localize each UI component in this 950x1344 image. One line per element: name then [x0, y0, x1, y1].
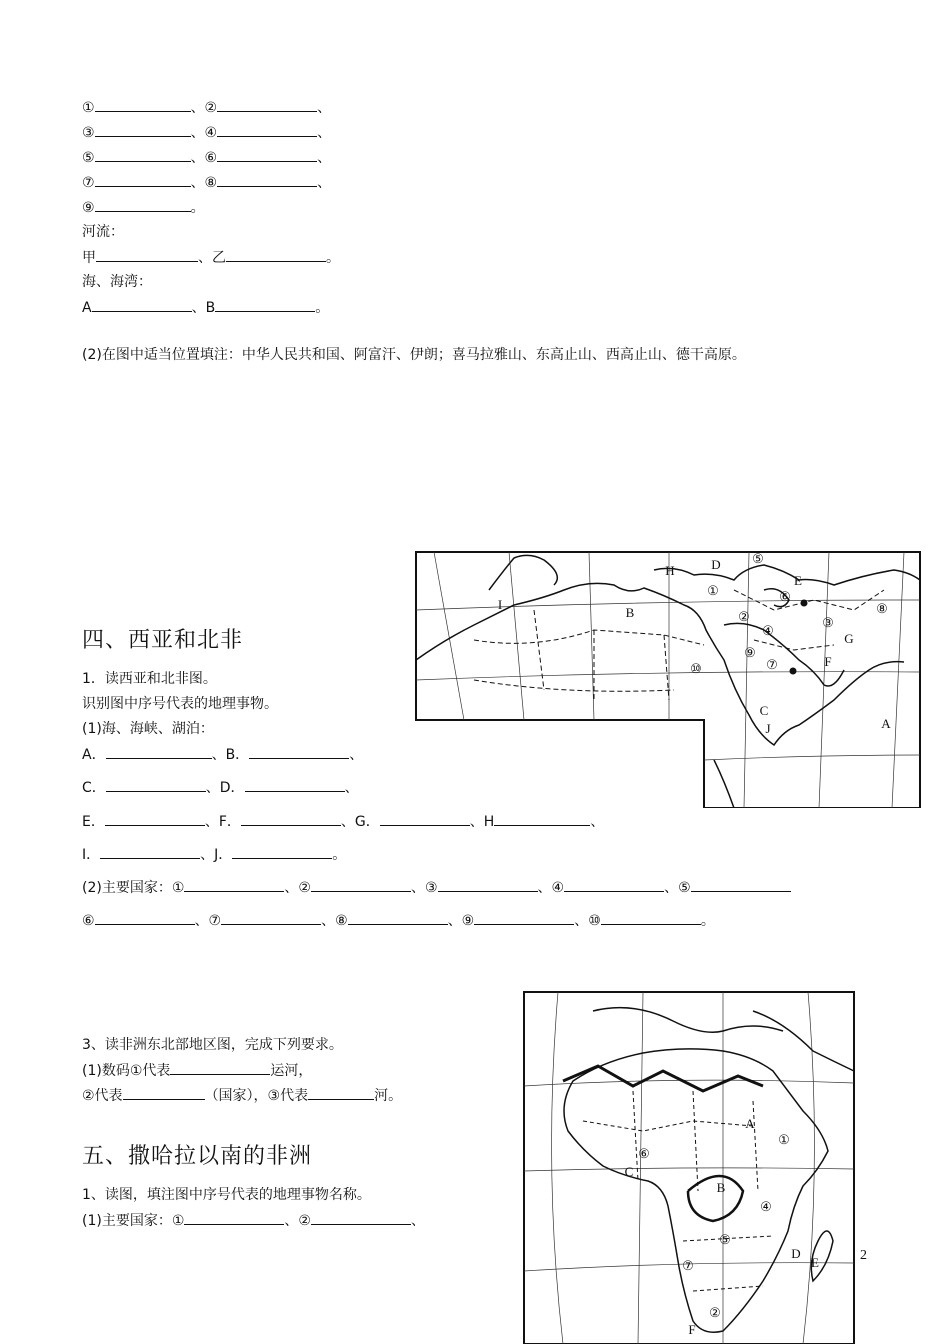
africa-label-C: C — [624, 1163, 634, 1179]
africa-label-6: ⑥ — [638, 1145, 650, 1161]
answer-row-4: ⑦ 、⑧ 、 — [82, 172, 331, 193]
map-label-J: J — [765, 720, 771, 736]
blank-s4-a[interactable] — [106, 744, 212, 759]
blank-s5-country-1[interactable] — [184, 1210, 284, 1225]
blank-8[interactable] — [217, 172, 317, 187]
map-label-7: ⑦ — [766, 656, 778, 672]
blank-5[interactable] — [95, 147, 191, 162]
q3-line-1: 3、读非洲东北部地区图，完成下列要求。 — [82, 1037, 343, 1053]
blank-s4-f[interactable] — [241, 811, 341, 826]
section-5-part1: (1)主要国家：① 、② 、 — [82, 1210, 425, 1231]
section-4-part1: (1)海、海峡、湖泊： — [82, 721, 214, 737]
blank-river[interactable] — [308, 1085, 374, 1100]
section-4-q1: 1．读西亚和北非图。 — [82, 671, 217, 687]
africa-label-1: ① — [778, 1131, 790, 1147]
africa-map — [523, 991, 855, 1344]
blank-country-4[interactable] — [564, 877, 664, 892]
map-label-3: ③ — [822, 614, 834, 630]
label-2: 、② — [190, 100, 218, 116]
map-label-I: I — [497, 596, 503, 612]
map-label-10: ⑩ — [690, 660, 702, 676]
section-4-row-i: I． 、J． 。 — [82, 844, 346, 865]
map-label-6: ⑥ — [779, 588, 791, 604]
blank-canal[interactable] — [170, 1060, 270, 1075]
blank-country-2[interactable] — [311, 877, 411, 892]
africa-label-F: F — [688, 1321, 696, 1337]
blank-s4-b[interactable] — [249, 744, 349, 759]
section-4-q1-sub: 识别图中序号代表的地理事物。 — [82, 696, 278, 712]
blank-s4-i[interactable] — [100, 844, 200, 859]
seas-label: 海、海湾： — [82, 274, 152, 290]
africa-label-A: A — [745, 1115, 755, 1131]
answer-row-3: ⑤ 、⑥ 、 — [82, 147, 331, 168]
blank-country[interactable] — [123, 1085, 205, 1100]
africa-label-E: E — [811, 1254, 819, 1270]
map-label-E: E — [794, 572, 802, 588]
section-5-title: 五、撒哈拉以南的非洲 — [82, 1144, 313, 1169]
map-label-4: ④ — [762, 622, 774, 638]
blank-s4-c[interactable] — [106, 777, 206, 792]
page-number: 2 — [860, 1248, 867, 1263]
map-label-G: G — [844, 630, 854, 646]
africa-label-7: ⑦ — [682, 1257, 694, 1273]
section-4-row-c: C． 、D． 、 — [82, 777, 359, 798]
blank-s4-e[interactable] — [105, 811, 205, 826]
blank-9[interactable] — [95, 197, 191, 212]
blank-s5-country-2[interactable] — [311, 1210, 411, 1225]
blank-country-3[interactable] — [438, 877, 538, 892]
rivers-row: 甲 、乙 。 — [82, 247, 340, 268]
blank-country-7[interactable] — [221, 910, 321, 925]
task-2-instructions: (2)在图中适当位置填注：中华人民共和国、阿富汗、伊朗；喜马拉雅山、东高止山、西高止山、德干高原。 — [82, 347, 746, 363]
answer-row-1: ① 、② 、 — [82, 97, 331, 118]
blank-river-yi[interactable] — [226, 247, 326, 262]
blank-sea-b[interactable] — [215, 297, 315, 312]
answer-row-2: ③ 、④ 、 — [82, 122, 331, 143]
blank-sea-a[interactable] — [92, 297, 192, 312]
blank-6[interactable] — [217, 147, 317, 162]
blank-s4-g[interactable] — [380, 811, 470, 826]
west-asia-north-africa-map — [414, 550, 924, 808]
africa-label-5: ⑤ — [719, 1231, 731, 1247]
africa-label-4: ④ — [760, 1198, 772, 1214]
blank-country-10[interactable] — [601, 910, 701, 925]
map-label-H: H — [665, 562, 675, 578]
map-label-C: C — [759, 702, 769, 718]
blank-country-8[interactable] — [348, 910, 448, 925]
section-4-part2b: ⑥ 、⑦ 、⑧ 、⑨ 、⑩ 。 — [82, 910, 715, 931]
section-4-row-a: A． 、B． 、 — [82, 744, 363, 765]
map-label-B: B — [625, 604, 635, 620]
q3-line-3: ②代表 （国家），③代表 河。 — [82, 1085, 402, 1106]
map-label-5: ⑤ — [752, 550, 764, 566]
africa-label-D: D — [791, 1245, 801, 1261]
section-4-title: 四、西亚和北非 — [82, 628, 244, 653]
blank-s4-j[interactable] — [232, 844, 332, 859]
map-label-9: ⑨ — [744, 644, 756, 660]
blank-country-5[interactable] — [691, 877, 791, 892]
label-1: ① — [82, 100, 95, 116]
blank-country-9[interactable] — [474, 910, 574, 925]
blank-7[interactable] — [95, 172, 191, 187]
map-label-2: ② — [738, 608, 750, 624]
section-4-part2: (2)主要国家：① 、② 、③ 、④ 、⑤ — [82, 877, 791, 898]
blank-s4-h[interactable] — [494, 811, 590, 826]
map-label-F: F — [824, 653, 832, 669]
map-label-8: ⑧ — [876, 600, 888, 616]
blank-3[interactable] — [95, 122, 191, 137]
blank-4[interactable] — [217, 122, 317, 137]
rivers-label: 河流： — [82, 224, 124, 240]
blank-2[interactable] — [217, 97, 317, 112]
africa-label-2: ② — [709, 1304, 721, 1320]
blank-river-jia[interactable] — [96, 247, 198, 262]
blank-country-6[interactable] — [95, 910, 195, 925]
map-label-A: A — [881, 715, 891, 731]
q3-line-2: (1)数码①代表 运河， — [82, 1060, 312, 1081]
map-label-1: ① — [707, 582, 719, 598]
blank-country-1[interactable] — [184, 877, 284, 892]
seas-row: A 、B 。 — [82, 297, 329, 318]
africa-label-B: B — [716, 1179, 726, 1195]
blank-s4-d[interactable] — [245, 777, 345, 792]
answer-row-5: ⑨ 。 — [82, 197, 205, 218]
map-label-D: D — [711, 556, 721, 572]
blank-1[interactable] — [95, 97, 191, 112]
section-4-row-e: E． 、F． 、G． 、H 、 — [82, 811, 604, 832]
section-5-q1: 1、读图，填注图中序号代表的地理事物名称。 — [82, 1187, 371, 1203]
